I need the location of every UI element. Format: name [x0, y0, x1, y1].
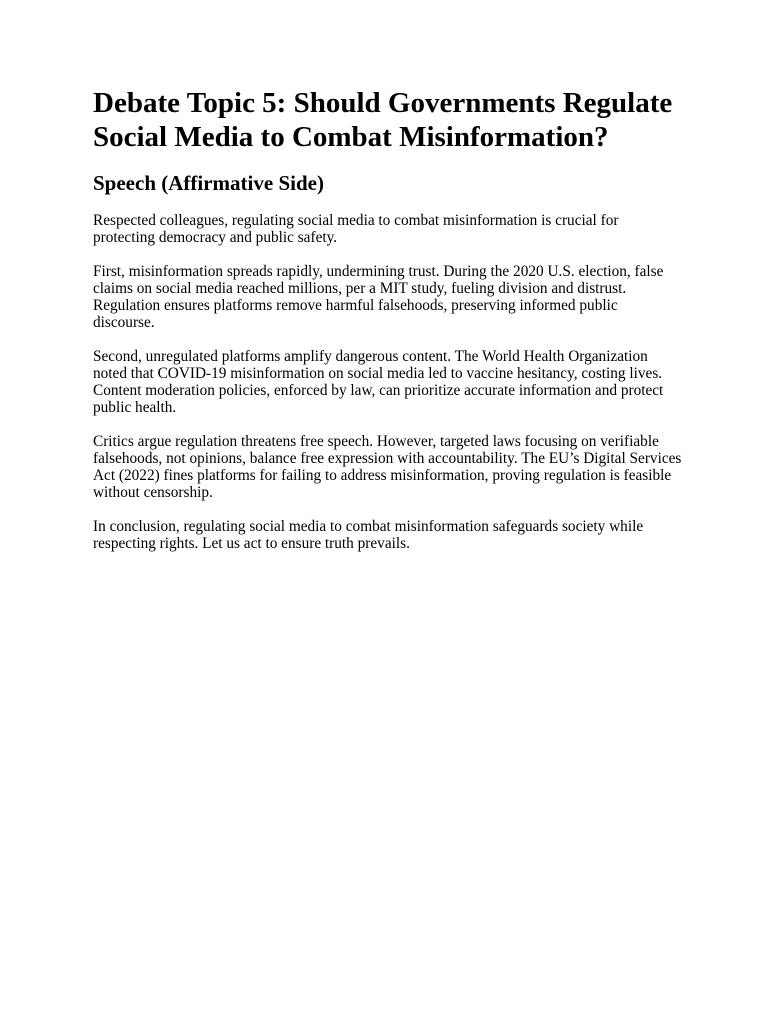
document-page [93, 86, 683, 569]
paragraph-second-argument: Second, unregulated platforms amplify dangerous content. The World Health Organization noted that COVID-19 misinformation on social media led to vaccine hesitancy, costing lives. Content moderation policies, enforced by law, can prioritize accurate information and protect public health. [93, 348, 664, 416]
paragraph-intro: Respected colleagues, regulating social media to combat misinformation is crucial for protecting democracy and public safety. [93, 212, 619, 246]
paragraph-rebuttal: Critics argue regulation threatens free speech. However, targeted laws focusing on verifiable falsehoods, not opinions, balance free expression with accountability. The EU’s Digital Services Act (2022) fines platforms for failing to address misinformation, proving regulation is feasible without censorship. [93, 433, 682, 501]
paragraph-first-argument: First, misinformation spreads rapidly, undermining trust. During the 2020 U.S. election, false claims on social media reached millions, per a MIT study, fueling division and distrust. Regulation ensures platforms remove harmful falsehoods, preserving informed public discourse. [93, 263, 664, 331]
section-heading: Speech (Affirmative Side) [93, 171, 324, 195]
paragraph-conclusion: In conclusion, regulating social media to combat misinformation safeguards society while respecting rights. Let us act to ensure truth prevails. [93, 518, 644, 552]
page-title: Debate Topic 5: Should Governments Regulate Social Media to Combat Misinformation? [93, 87, 673, 153]
